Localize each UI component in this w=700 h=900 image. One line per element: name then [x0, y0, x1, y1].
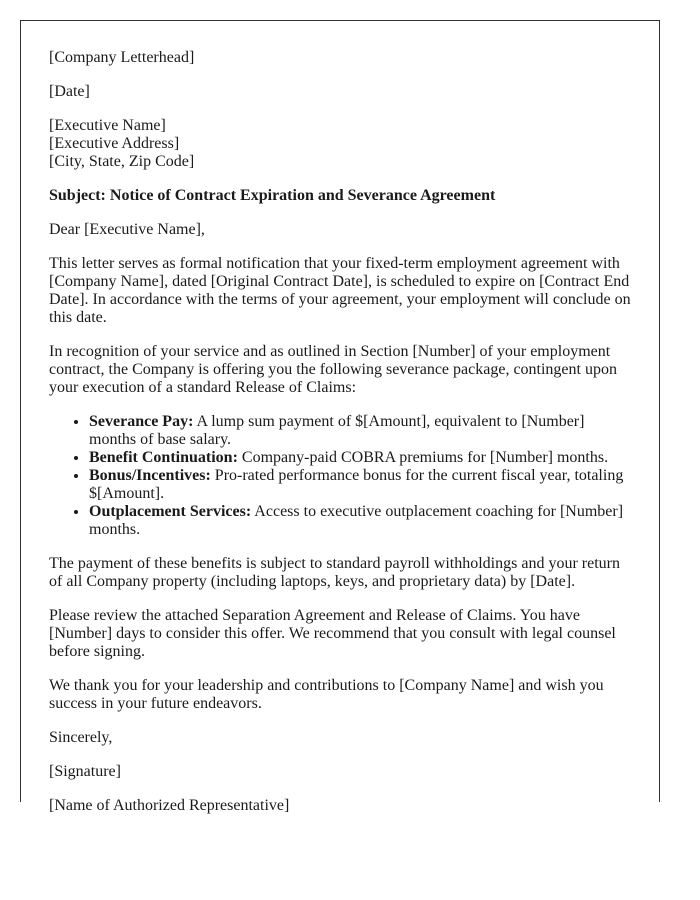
subject-line: Subject: Notice of Contract Expiration and Severance Agreement	[49, 187, 496, 204]
signatory-name: [Name of Authorized Representative]	[49, 797, 290, 814]
closing: Sincerely,	[49, 729, 113, 746]
recipient-name: [Executive Name]	[49, 117, 166, 134]
benefit-item-benefit-continuation	[89, 449, 631, 467]
company-letterhead: [Company Letterhead]	[49, 49, 195, 66]
letter-date: [Date]	[49, 83, 90, 100]
benefit-term: Bonus/Incentives:	[89, 467, 211, 484]
benefit-description: Access to executive outplacement coaching for [Number] months.	[89, 503, 624, 538]
letter-document	[20, 20, 660, 814]
severance-benefits-list	[49, 413, 631, 539]
benefit-term: Outplacement Services:	[89, 503, 252, 520]
benefit-description: A lump sum payment of $[Amount], equivalent to [Number] months of base salary.	[89, 413, 585, 448]
review-paragraph: Please review the attached Separation Agreement and Release of Claims. You have [Number] days to consider this offer. We recommend that you consult with legal counsel before signing.	[49, 607, 616, 660]
benefit-item-severance-pay	[89, 413, 631, 449]
recipient-address-block	[49, 117, 631, 171]
conditions-paragraph: The payment of these benefits is subject to standard payroll withholdings and your return of all Company property (including laptops, keys, and proprietary data) by [Date].	[49, 555, 620, 590]
offer-paragraph: In recognition of your service and as outlined in Section [Number] of your employment contract, the Company is offering you the following severance package, contingent upon your execution of a standard Release of Claims:	[49, 343, 617, 396]
signature-placeholder: [Signature]	[49, 763, 121, 780]
benefit-item-bonus-incentives	[89, 467, 631, 503]
intro-paragraph: This letter serves as formal notification that your fixed-term employment agreement with [Company Name], dated [Original Contract Date], is scheduled to expire on [Contract End Date]. In accordance with the terms of your agreement, your employment will conclude on this date.	[49, 255, 631, 326]
salutation: Dear [Executive Name],	[49, 221, 205, 238]
benefit-item-outplacement-services	[89, 503, 631, 539]
benefit-term: Severance Pay:	[89, 413, 194, 430]
recipient-city-state-zip: [City, State, Zip Code]	[49, 153, 195, 170]
recipient-address: [Executive Address]	[49, 135, 180, 152]
benefit-term: Benefit Continuation:	[89, 449, 238, 466]
thanks-paragraph: We thank you for your leadership and contributions to [Company Name] and wish you success in your future endeavors.	[49, 677, 604, 712]
benefit-description: Pro-rated performance bonus for the current fiscal year, totaling $[Amount].	[89, 467, 624, 502]
benefit-description: Company-paid COBRA premiums for [Number] months.	[237, 449, 609, 466]
